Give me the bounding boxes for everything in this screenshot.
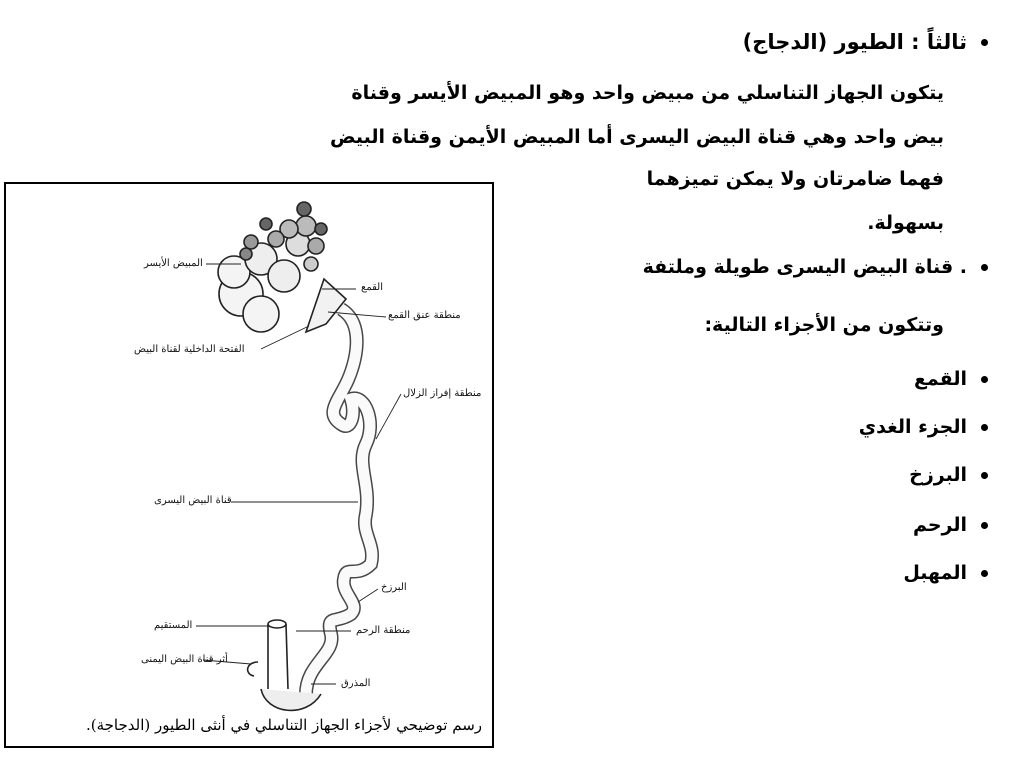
heading-text: ثالثاً : الطيور (الدجاج) [742,30,967,54]
label-rectum: المستقيم [154,620,193,631]
rectum-shape [268,624,288,689]
bullet-icon [981,472,988,479]
label-left-ovary: المبيض الأيسر [144,258,203,269]
bullet-icon [981,39,988,46]
label-oviduct-inner-opening: الفتحة الداخلية لقناة البيض [134,344,245,355]
part-item [903,562,988,584]
part-label: القمع [913,368,967,390]
paragraph-line-4: بسهولة. [867,212,944,234]
ovary-cluster [218,202,327,332]
bullet-icon [981,570,988,577]
oviduct-bullet-text: . قناة البيض اليسرى طويلة وملتفة [642,256,967,278]
part-item [913,514,988,536]
funnel-shape [306,279,346,332]
label-isthmus: البرزخ [381,582,407,593]
label-uterus-region: منطقة الرحم [356,625,411,636]
label-infundibulum: القمع [361,282,383,293]
bullet-icon [981,522,988,529]
part-item [859,416,988,438]
paragraph-line-3: فهما ضامرتان ولا يمكن تميزهما [646,168,944,190]
label-funnel-neck-region: منطقة عنق القمع [388,310,461,321]
part-item [914,368,988,390]
oviduct-tube-fill [306,309,372,694]
figure-caption: رسم توضيحي لأجزاء الجهاز التناسلي في أنثى الطيور (الدجاجة). [86,716,483,734]
oviduct-drawing [6,184,492,746]
part-label: الجزء الغدي [858,416,967,438]
section-heading [743,30,988,54]
reproductive-system-figure [4,182,494,748]
part-label: المهبل [903,562,967,584]
label-left-oviduct: قناة البيض اليسرى [154,495,232,506]
paragraph-line-2: بيض واحد وهي قناة البيض اليسرى أما المبيض الأيمن وقناة البيض [329,126,944,148]
part-label: البرزخ [909,464,967,486]
oviduct-bullet [643,256,988,278]
part-label: الرحم [912,514,967,536]
rectum-opening [268,620,286,628]
bullet-icon [981,264,988,271]
label-magnum-region: منطقة إفراز الزلال [403,388,482,399]
part-item [909,464,988,486]
bullet-icon [981,424,988,431]
paragraph-line-1: يتكون الجهاز التناسلي من مبيض واحد وهو المبيض الأيسر وقناة [351,82,944,104]
bullet-icon [981,376,988,383]
label-cloaca: المذرق [341,678,371,689]
parts-intro: وتتكون من الأجزاء التالية: [704,314,944,336]
label-right-oviduct-remnant: أثر قناة البيض اليمنى [141,654,228,665]
